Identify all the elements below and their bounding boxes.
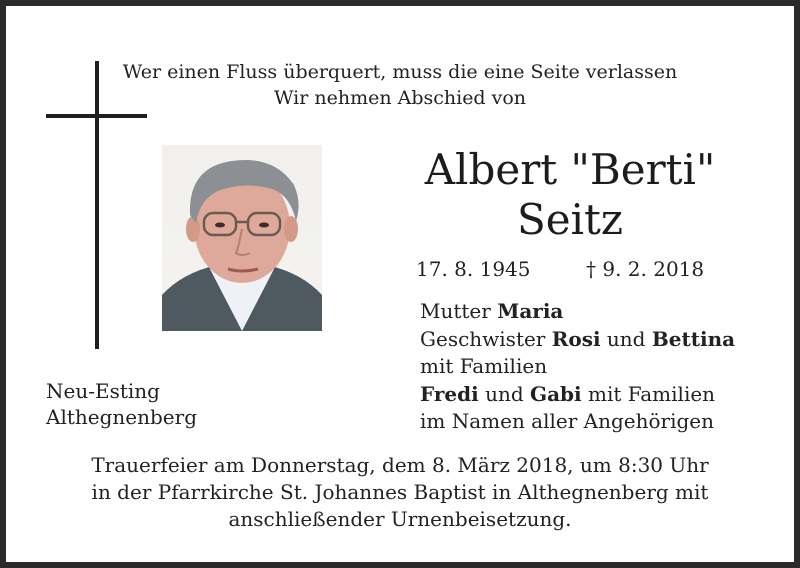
birth-date: 17. 8. 1945 [416, 257, 531, 281]
mourner-line-closing: im Namen aller Angehörigen [420, 409, 715, 433]
mourner-line-families: mit Familien [420, 354, 548, 378]
mourner-line-siblings: Geschwister Rosi und Bettina [420, 326, 736, 351]
service-line-2: in der Pfarrkirche St. Johannes Baptist in Althegnenberg mit [91, 480, 709, 504]
mourners-list [420, 298, 735, 436]
service-line-1: Trauerfeier am Donnerstag, dem 8. März 2018, um 8:30 Uhr [91, 453, 709, 477]
place-town: Althegnenberg [46, 405, 197, 429]
portrait-photo [162, 145, 322, 331]
death-date: † 9. 2. 2018 [586, 257, 705, 281]
obituary-card [6, 6, 794, 562]
mourner-line-mother: Mutter Maria [420, 299, 564, 323]
intro-quote: Wer einen Fluss überquert, muss die eine Seite verlassen [122, 61, 678, 83]
deceased-name: Albert "Berti" [424, 145, 716, 194]
service-line-3: anschließender Urnenbeisetzung. [228, 507, 572, 531]
portrait-illustration [162, 145, 322, 331]
cross-icon [95, 61, 99, 349]
deceased-surname: Seitz [516, 195, 624, 244]
service-info [6, 452, 794, 533]
mourner-line-children: Fredi und Gabi mit Familien [420, 381, 716, 406]
intro-farewell: Wir nehmen Abschied von [273, 87, 527, 109]
cross-icon-bar [46, 114, 147, 118]
place-village: Neu-Esting [46, 379, 160, 403]
